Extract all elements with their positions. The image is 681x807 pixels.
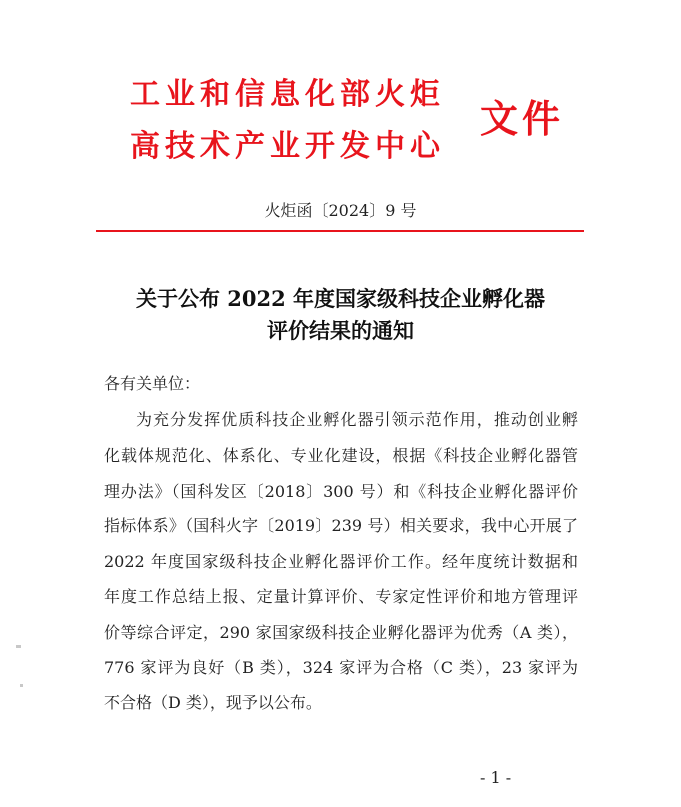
- body-text-line: 2022 年度国家级科技企业孵化器评价工作。经年度统计数据和: [104, 552, 578, 571]
- body-text-line: 为充分发挥优质科技企业孵化器引领示范作用，推动创业孵: [136, 410, 578, 429]
- body-text-line: 价等综合评定，290 家国家级科技企业孵化器评为优秀（A 类），: [104, 623, 578, 642]
- issuer-name-line2: 高技术产业开发中心: [130, 129, 445, 164]
- body-text-line: 化载体规范化、体系化、专业化建设，根据《科技企业孵化器管: [104, 446, 578, 465]
- document-type-label: 文件: [480, 96, 565, 141]
- issuer-name-line1: 工业和信息化部火炬: [130, 77, 445, 112]
- body-text-line: 理办法》（国科发区〔2018〕300 号）和《科技企业孵化器评价: [104, 482, 578, 501]
- body-text-line: 不合格（D 类），现予以公布。: [104, 693, 322, 712]
- page-number: - 1 -: [480, 768, 512, 787]
- document-number: 火炬函〔2024〕9 号: [264, 201, 417, 220]
- scan-speck: [16, 645, 21, 648]
- body-text-line: 指标体系》（国科火字〔2019〕239 号）相关要求，我中心开展了: [104, 516, 578, 535]
- notice-title-line1: 关于公布 2022 年度国家级科技企业孵化器: [135, 286, 546, 311]
- red-divider-line: [96, 230, 584, 232]
- scan-speck: [20, 684, 23, 687]
- salutation: 各有关单位：: [104, 374, 201, 393]
- notice-title-line2: 评价结果的通知: [267, 318, 414, 343]
- body-text-line: 776 家评为良好（B 类），324 家评为合格（C 类），23 家评为: [104, 658, 578, 677]
- body-text-line: 年度工作总结上报、定量计算评价、专家定性评价和地方管理评: [104, 587, 578, 606]
